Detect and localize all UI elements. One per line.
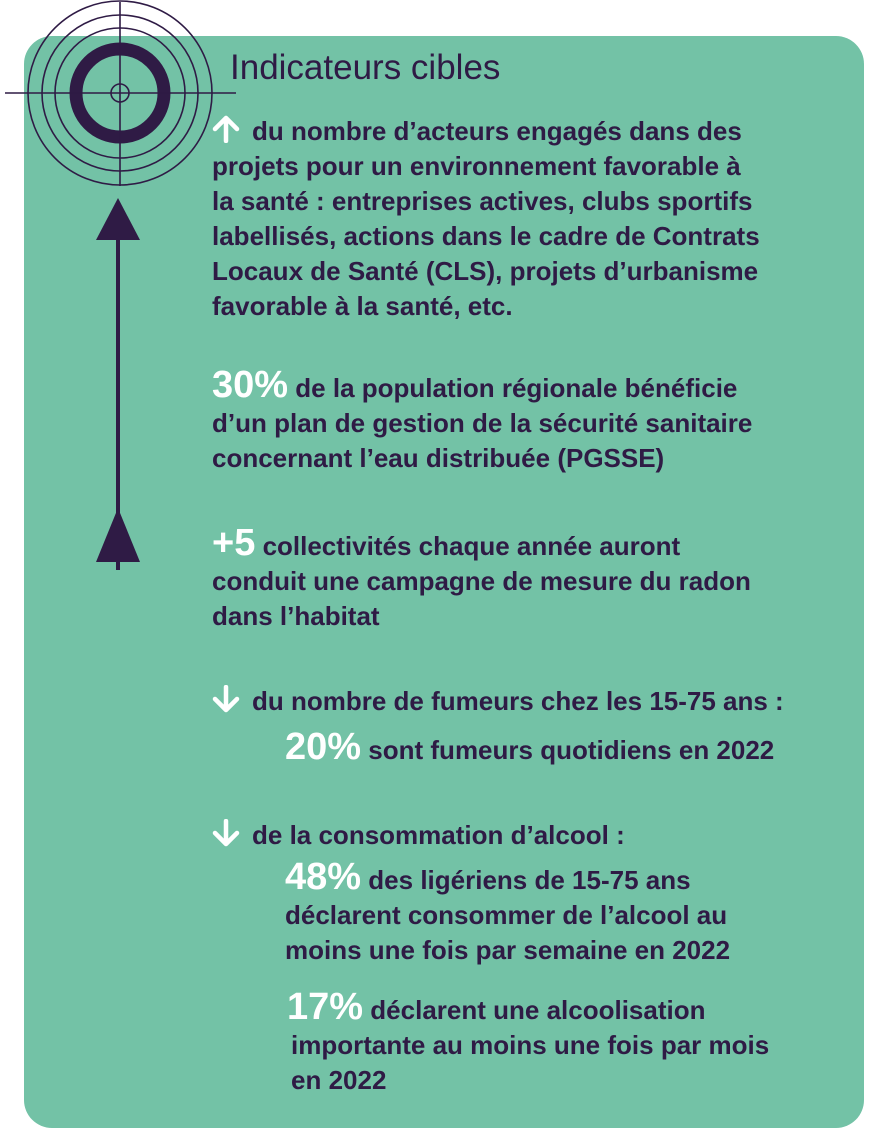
arrow-down-icon: [212, 819, 240, 847]
indicator-alcohol-weekly-line-3: moins une fois par semaine en 2022: [285, 935, 731, 965]
indicator-pgsse-line-1: 30% de la population régionale bénéficie: [212, 364, 738, 406]
indicator-alcohol-weekly: [285, 856, 731, 968]
double-arrow-icon: [88, 190, 148, 580]
indicator-actors: [212, 114, 760, 324]
target-icon: [0, 0, 240, 190]
indicator-radon: [212, 522, 751, 634]
indicator-smokers: 20% sont fumeurs quotidiens en 2022: [285, 726, 775, 768]
indicator-radon-line-1: +5 collectivités chaque année auront: [212, 522, 681, 564]
indicator-alcohol-monthly-value: 17%: [287, 986, 364, 1028]
indicator-smokers-value: 20%: [285, 726, 362, 768]
arrow-down-icon: [212, 685, 240, 713]
indicator-actors-line-5: Locaux de Santé (CLS), projets d’urbanisme: [212, 256, 759, 286]
indicator-alcohol-weekly-value: 48%: [285, 856, 362, 898]
indicator-alcohol-weekly-line-2: déclarent consommer de l’alcool au: [285, 900, 728, 930]
indicator-smokers-heading: du nombre de fumeurs chez les 15-75 ans :: [212, 684, 784, 719]
indicator-actors-line-3: la santé : entreprises actives, clubs sportifs: [212, 186, 753, 216]
indicator-alcohol-monthly-line-2: importante au moins une fois par mois: [291, 1030, 770, 1060]
indicator-actors-line-1: du nombre d’acteurs engagés dans des: [212, 114, 760, 149]
indicator-alcohol-monthly: [287, 986, 770, 1098]
indicator-radon-line-2: conduit une campagne de mesure du radon: [212, 566, 751, 596]
indicator-alcohol-heading: de la consommation d’alcool :: [212, 818, 625, 853]
indicator-pgsse-line-2: d’un plan de gestion de la sécurité sanitaire: [212, 408, 753, 438]
indicator-alcohol-weekly-line-1: 48% des ligériens de 15-75 ans: [285, 856, 691, 898]
indicator-pgsse-value: 30%: [212, 364, 289, 406]
indicator-radon-line-3: dans l’habitat: [212, 601, 380, 631]
indicator-actors-line-6: favorable à la santé, etc.: [212, 291, 513, 321]
indicator-alcohol-monthly-line-1: 17% déclarent une alcoolisation: [287, 986, 706, 1028]
indicator-actors-line-2: projets pour un environnement favorable à: [212, 151, 741, 181]
page-title: Indicateurs cibles: [230, 48, 501, 87]
indicator-pgsse: [212, 364, 753, 476]
indicator-pgsse-line-3: concernant l’eau distribuée (PGSSE): [212, 443, 665, 473]
indicator-alcohol-monthly-line-3: en 2022: [291, 1065, 387, 1095]
indicator-radon-value: +5: [212, 522, 256, 564]
arrow-up-icon: [212, 115, 240, 143]
indicator-actors-line-4: labellisés, actions dans le cadre de Contrats: [212, 221, 760, 251]
